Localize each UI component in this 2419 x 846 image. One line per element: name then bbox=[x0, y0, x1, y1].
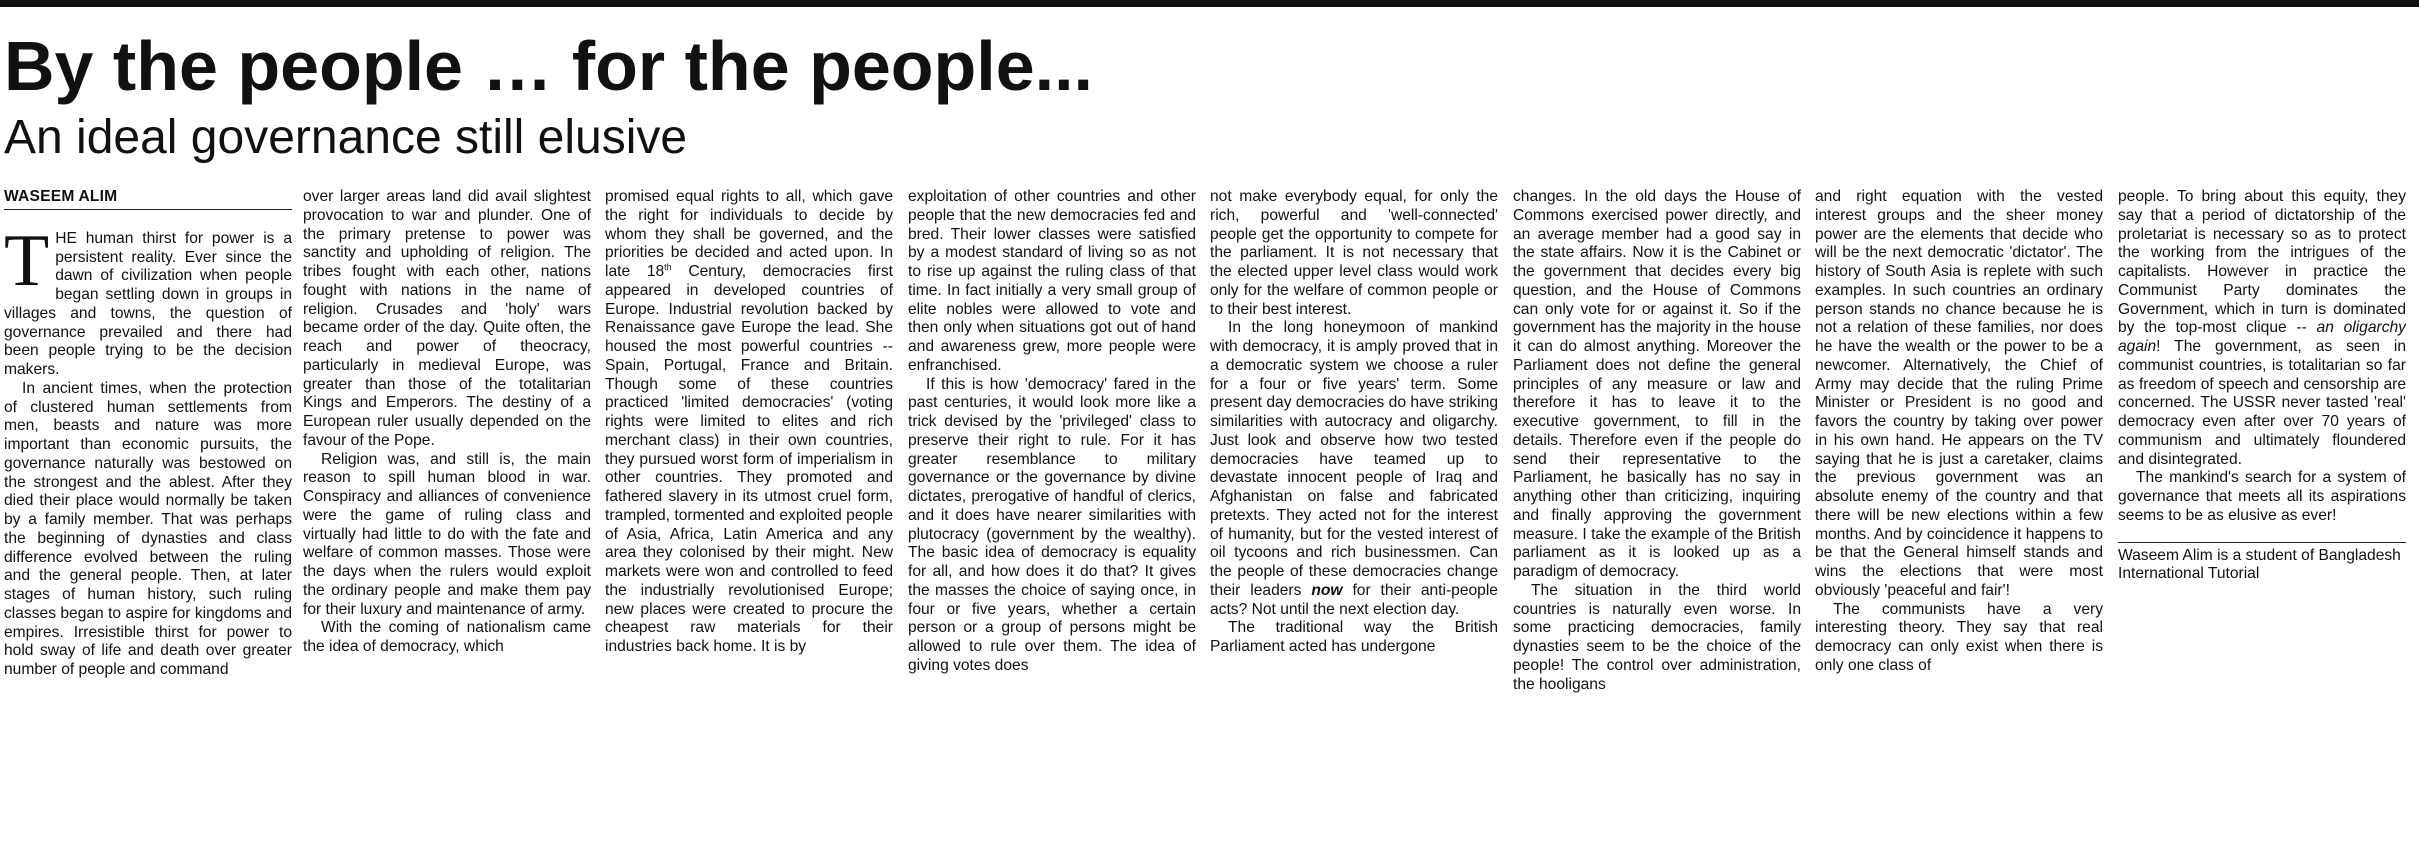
article-paragraph: In ancient times, when the protection of clustered human settlements from men, beasts and nature was more important than economic pursuits, the governance naturally was bestowed on the strongest and the ablest. After they died their place would normally be taken by a family member. That was perhaps the beginning of dynasties and class difference evolved between the ruling and the general people. Then, at later stages of human history, such ruling classes began to aspire for kingdoms and empires. Irresistible thirst for power to hold sway of life and death over greater number of people and command bbox=[4, 379, 292, 678]
article-paragraph: Religion was, and still is, the main reason to spill human blood in war. Conspiracy and alliances of convenience were the game of ruling class and virtually had little to do with the fate and welfare of common masses. Those were the days when the rulers would exploit the ordinary people and make them pay for their luxury and maintenance of army. bbox=[303, 450, 591, 618]
subheadline: An ideal governance still elusive bbox=[4, 111, 688, 164]
article-paragraph: The traditional way the British Parliament acted has undergone bbox=[1210, 619, 1498, 655]
article-column-4 bbox=[908, 188, 1196, 838]
article-paragraph: changes. In the old days the House of Commons exercised power directly, and an average member had a good say in the state affairs. Now it is the Cabinet or the government that decides every big question, and the House of Commons can only vote for or against it. So if the government has the majority in the house it can do almost anything. Moreover the Parliament does not define the general principles of any measure or law and therefore it has to leave it to the executive government, to fill in the details. Therefore even if the people do send their representative to the Parliament, he basically has no say in anything other than criticizing, inquiring and finally approving the government measure. I take the example of the British parliament as it is looked up as a paradigm of democracy. bbox=[1513, 188, 1801, 580]
article-paragraph: With the coming of nationalism came the idea of democracy, which bbox=[303, 619, 591, 655]
author-note: Waseem Alim is a student of Bangladesh International Tutorial bbox=[2118, 546, 2401, 583]
article-column-7 bbox=[1815, 188, 2103, 838]
article-paragraph: exploitation of other countries and other people that the new democracies fed and bred. Their lower classes were satisfied by a modest standard of living so as not to rise up against the ruling class of that time. In fact initially a very small group of elite nobles were allowed to vote and then only when situations got out of hand and awareness grew, more people were enfranchised. bbox=[908, 188, 1196, 374]
article-column-6 bbox=[1513, 188, 1801, 838]
article-column-2 bbox=[303, 188, 591, 838]
top-rule bbox=[0, 0, 2419, 7]
author-note-rule bbox=[2118, 542, 2406, 543]
byline: WASEEM ALIM bbox=[4, 188, 292, 210]
article-column-5 bbox=[1210, 188, 1498, 838]
article-body bbox=[0, 188, 2419, 838]
article-paragraph: The situation in the third world countries is naturally even worse. In some practicing democracies, family dynasties seem to be the choice of the people! The control over administration, the hooligans bbox=[1513, 581, 1801, 693]
article-paragraph: people. To bring about this equity, they say that a period of dictatorship of the proletariat is necessary so as to protect the working from the intrigues of the capitalists. However in practice the Communist Party dominates the Government, which in turn is dominated by the top-most clique -- an oligarchy again! The government, as seen in communist countries, is totalitarian so far as freedom of speech and censorship are concerned. The USSR never tasted 'real' democracy even after over 70 years of communism and ultimately floundered and disintegrated. bbox=[2118, 188, 2406, 468]
article-paragraph: not make everybody equal, for only the rich, powerful and 'well-connected' people get the opportunity to compete for the parliament. It is not necessary that the elected upper level class would work only for the welfare of common people or to their best interest. bbox=[1210, 188, 1498, 318]
article-paragraph: over larger areas land did avail slightest provocation to war and plunder. One of the primary pretense to power was sanctity and upholding of religion. The tribes fought with each other, nations fought with nations in the name of religion. Crusades and 'holy' wars became order of the day. Quite often, the reach and power of theocracy, particularly in medieval Europe, was greater than those of the totalitarian Kings and Emperors. The destiny of a European ruler usually depended on the favour of the Pope. bbox=[303, 188, 591, 449]
superscript: th bbox=[664, 261, 672, 272]
headline: By the people … for the people... bbox=[4, 27, 1093, 105]
drop-cap: T bbox=[4, 219, 50, 302]
article-column-8 bbox=[2118, 188, 2406, 838]
emphasis-now: now bbox=[1311, 581, 1343, 599]
article-column-3 bbox=[605, 188, 893, 838]
emphasis-oligarchy: an oligarchy again bbox=[2118, 319, 2406, 355]
article-paragraph: In the long honeymoon of mankind with democracy, it is amply proved that in a democratic system we choose a ruler for a four or five years' term. Some present day democracies do have striking similarities with autocracy and oligarchy. Just look and observe how two tested democracies have teamed up to devastate innocent people of Iraq and Afghanistan on false and fabricated pretexts. They acted not for the interest of humanity, but for the vested interest of oil tycoons and rich businessmen. Can the people of these democracies change their leaders now for their anti-people acts? Not until the next election day. bbox=[1210, 319, 1498, 618]
article-paragraph: The mankind's search for a system of governance that meets all its aspirations seems to be as elusive as ever! bbox=[2118, 469, 2406, 524]
article-paragraph: The communists have a very interesting theory. They say that real democracy can only exist when there is only one class of bbox=[1815, 600, 2103, 674]
article-paragraph: THE human thirst for power is a persistent reality. Ever since the dawn of civilization when people began settling down in groups in villages and towns, the question of governance prevailed and there had been people trying to be the decision makers. bbox=[4, 219, 292, 378]
article-paragraph: promised equal rights to all, which gave the right for individuals to decide by whom they shall be governed, and the priorities be decided and acted upon. In late 18th Century, democracies first appeared in developed countries of Europe. Industrial revolution backed by Renaissance gave Europe the lead. She housed the most powerful countries -- Spain, Portugal, France and Britain. Though some of these countries practiced 'limited democracies' (voting rights were limited to elites and rich merchant class) in their own countries, they pursued worst form of imperialism in other countries. They promoted and fathered slavery in its utmost cruel form, trampled, tormented and exploited people of Asia, Africa, Latin America and any area they colonised by their might. New markets were won and controlled to feed the industrially revolutionised Europe; new places were created to procure the cheapest raw materials for their industries back home. It is by bbox=[605, 188, 893, 655]
article-column-1 bbox=[4, 188, 292, 838]
article-paragraph: If this is how 'democracy' fared in the past centuries, it would look more like a trick devised by the 'privileged' class to preserve their right to rule. For it has greater resemblance to military governance or the governance by divine dictates, prerogative of handful of clerics, and it does have nearer similarities with plutocracy (government by the wealthy). The basic idea of democracy is equality for all, and how does it do that? It gives the masses the choice of saying once, in four or five years, whether a certain person or a group of persons might be allowed to rule over them. The idea of giving votes does bbox=[908, 375, 1196, 674]
article-paragraph: and right equation with the vested interest groups and the sheer money power are the elements that decide who will be the next democratic 'dictator'. The history of South Asia is replete with such examples. In such countries an ordinary person stands no chance because he is not a relation of these families, nor does he have the wealth or the power to be a newcomer. Alternatively, the Chief of Army may decide that the ruling Prime Minister or President is no good and favors the country by taking over power in his own hand. He appears on the TV saying that he is just a caretaker, claims the previous government was an absolute enemy of the country and that there will be new elections within a few months. And by coincidence it happens to be that the General himself stands and wins the elections that were most obviously 'peaceful and fair'! bbox=[1815, 188, 2103, 599]
